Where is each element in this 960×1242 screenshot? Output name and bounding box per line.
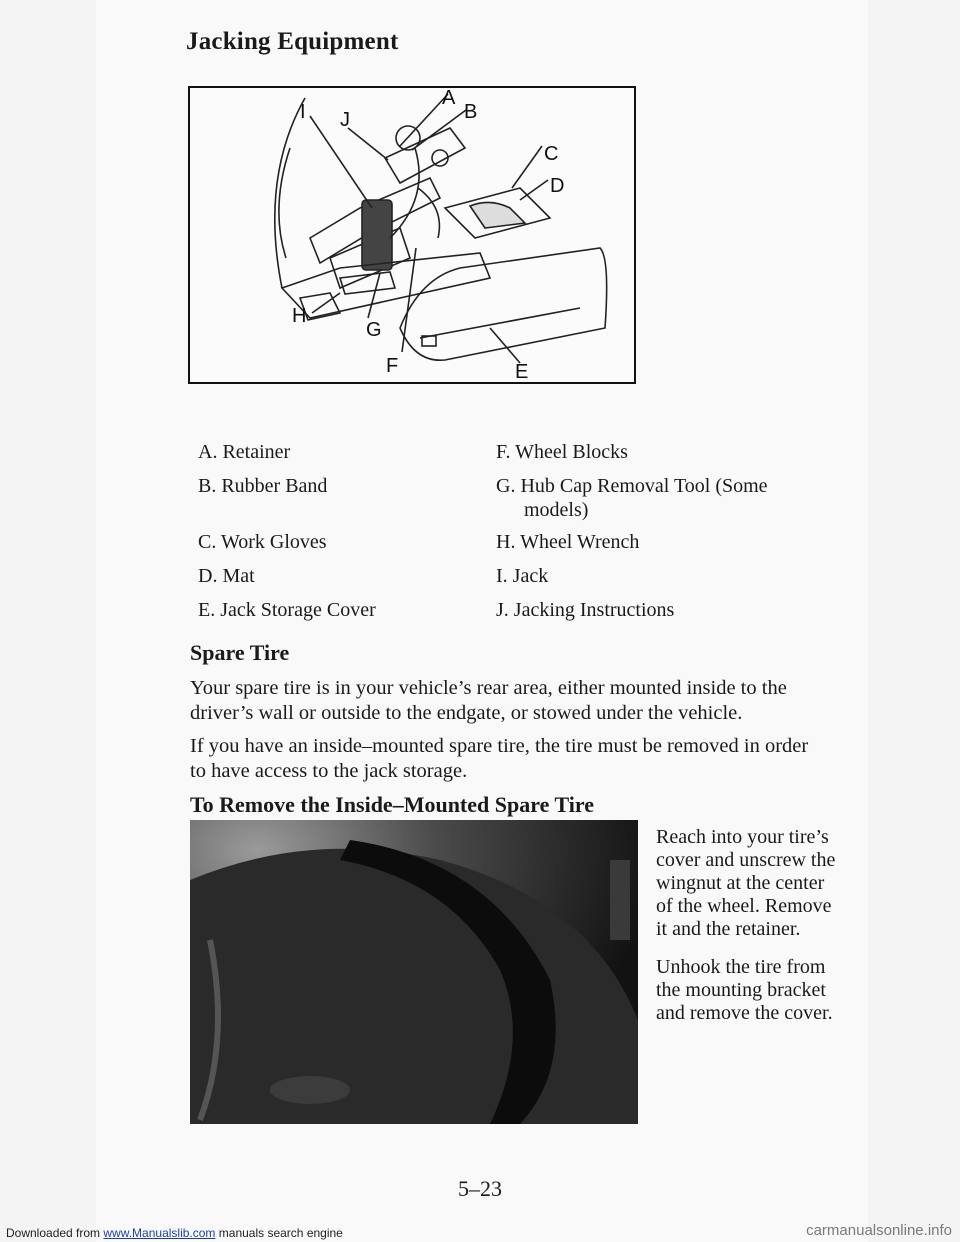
paragraph-2-line-1: If you have an inside–mounted spare tire, the tire must be removed in order <box>190 735 809 757</box>
spare-tire-photo-image <box>190 820 638 1124</box>
download-footer <box>6 1226 343 1240</box>
legend-item-d: D. Mat <box>198 565 255 587</box>
section-heading-spare-tire: Spare Tire <box>190 640 290 665</box>
legend-item-f: F. Wheel Blocks <box>496 441 628 463</box>
page-number: 5–23 <box>458 1176 502 1201</box>
section-heading-jacking-equipment: Jacking Equipment <box>186 28 399 55</box>
step-1-line-4: of the wheel. Remove <box>656 895 832 917</box>
legend-item-g <box>496 474 768 522</box>
figure-label-j: J <box>340 109 350 131</box>
footer-suffix: manuals search engine <box>215 1226 343 1240</box>
footer-prefix: Downloaded from <box>6 1226 104 1240</box>
legend-item-i: I. Jack <box>496 565 549 587</box>
spare-tire-paragraph-2 <box>190 734 858 784</box>
jacking-equipment-figure <box>188 86 636 384</box>
paragraph-2-line-2: to have access to the jack storage. <box>190 760 468 782</box>
manualslib-link[interactable]: www.Manualslib.com <box>103 1226 216 1240</box>
figure-label-b: B <box>464 101 478 123</box>
figure-label-c: C <box>544 143 559 165</box>
figure-label-a: A <box>442 88 456 109</box>
step-1-line-5: it and the retainer. <box>656 918 801 940</box>
instruction-step-1 <box>656 826 862 941</box>
figure-label-e: E <box>515 361 529 382</box>
step-1-line-1: Reach into your tire’s <box>656 826 829 848</box>
figure-label-f: F <box>386 355 399 377</box>
step-1-line-2: cover and unscrew the <box>656 849 836 871</box>
legend-item-e: E. Jack Storage Cover <box>198 599 376 621</box>
spare-tire-paragraph-1 <box>190 676 858 726</box>
step-2-line-2: the mounting bracket <box>656 979 826 1001</box>
figure-label-d: D <box>550 175 565 197</box>
step-2-line-3: and remove the cover. <box>656 1002 833 1024</box>
figure-label-i: I <box>300 101 306 123</box>
legend-item-j: J. Jacking Instructions <box>496 599 675 621</box>
paragraph-1-line-1: Your spare tire is in your vehicle’s rear area, either mounted inside to the <box>190 677 787 699</box>
legend-item-a: A. Retainer <box>198 441 291 463</box>
paragraph-1-line-2: driver’s wall or outside to the endgate, or stowed under the vehicle. <box>190 702 743 724</box>
legend-item-h: H. Wheel Wrench <box>496 531 640 553</box>
instruction-step-2 <box>656 956 862 1025</box>
figure-label-g: G <box>366 319 382 341</box>
step-1-line-3: wingnut at the center <box>656 872 825 894</box>
spare-tire-photo <box>190 820 638 1124</box>
legend-item-b: B. Rubber Band <box>198 475 328 497</box>
jacking-equipment-drawing <box>190 88 634 382</box>
legend-item-g-line1: G. Hub Cap Removal Tool (Some <box>496 475 768 497</box>
section-heading-remove-spare-tire: To Remove the Inside–Mounted Spare Tire <box>190 792 594 817</box>
legend-item-g-line2: models) <box>524 499 589 521</box>
step-2-line-1: Unhook the tire from <box>656 956 826 978</box>
watermark: carmanualsonline.info <box>806 1222 952 1239</box>
legend-item-c: C. Work Gloves <box>198 531 327 553</box>
figure-label-h: H <box>292 305 307 327</box>
